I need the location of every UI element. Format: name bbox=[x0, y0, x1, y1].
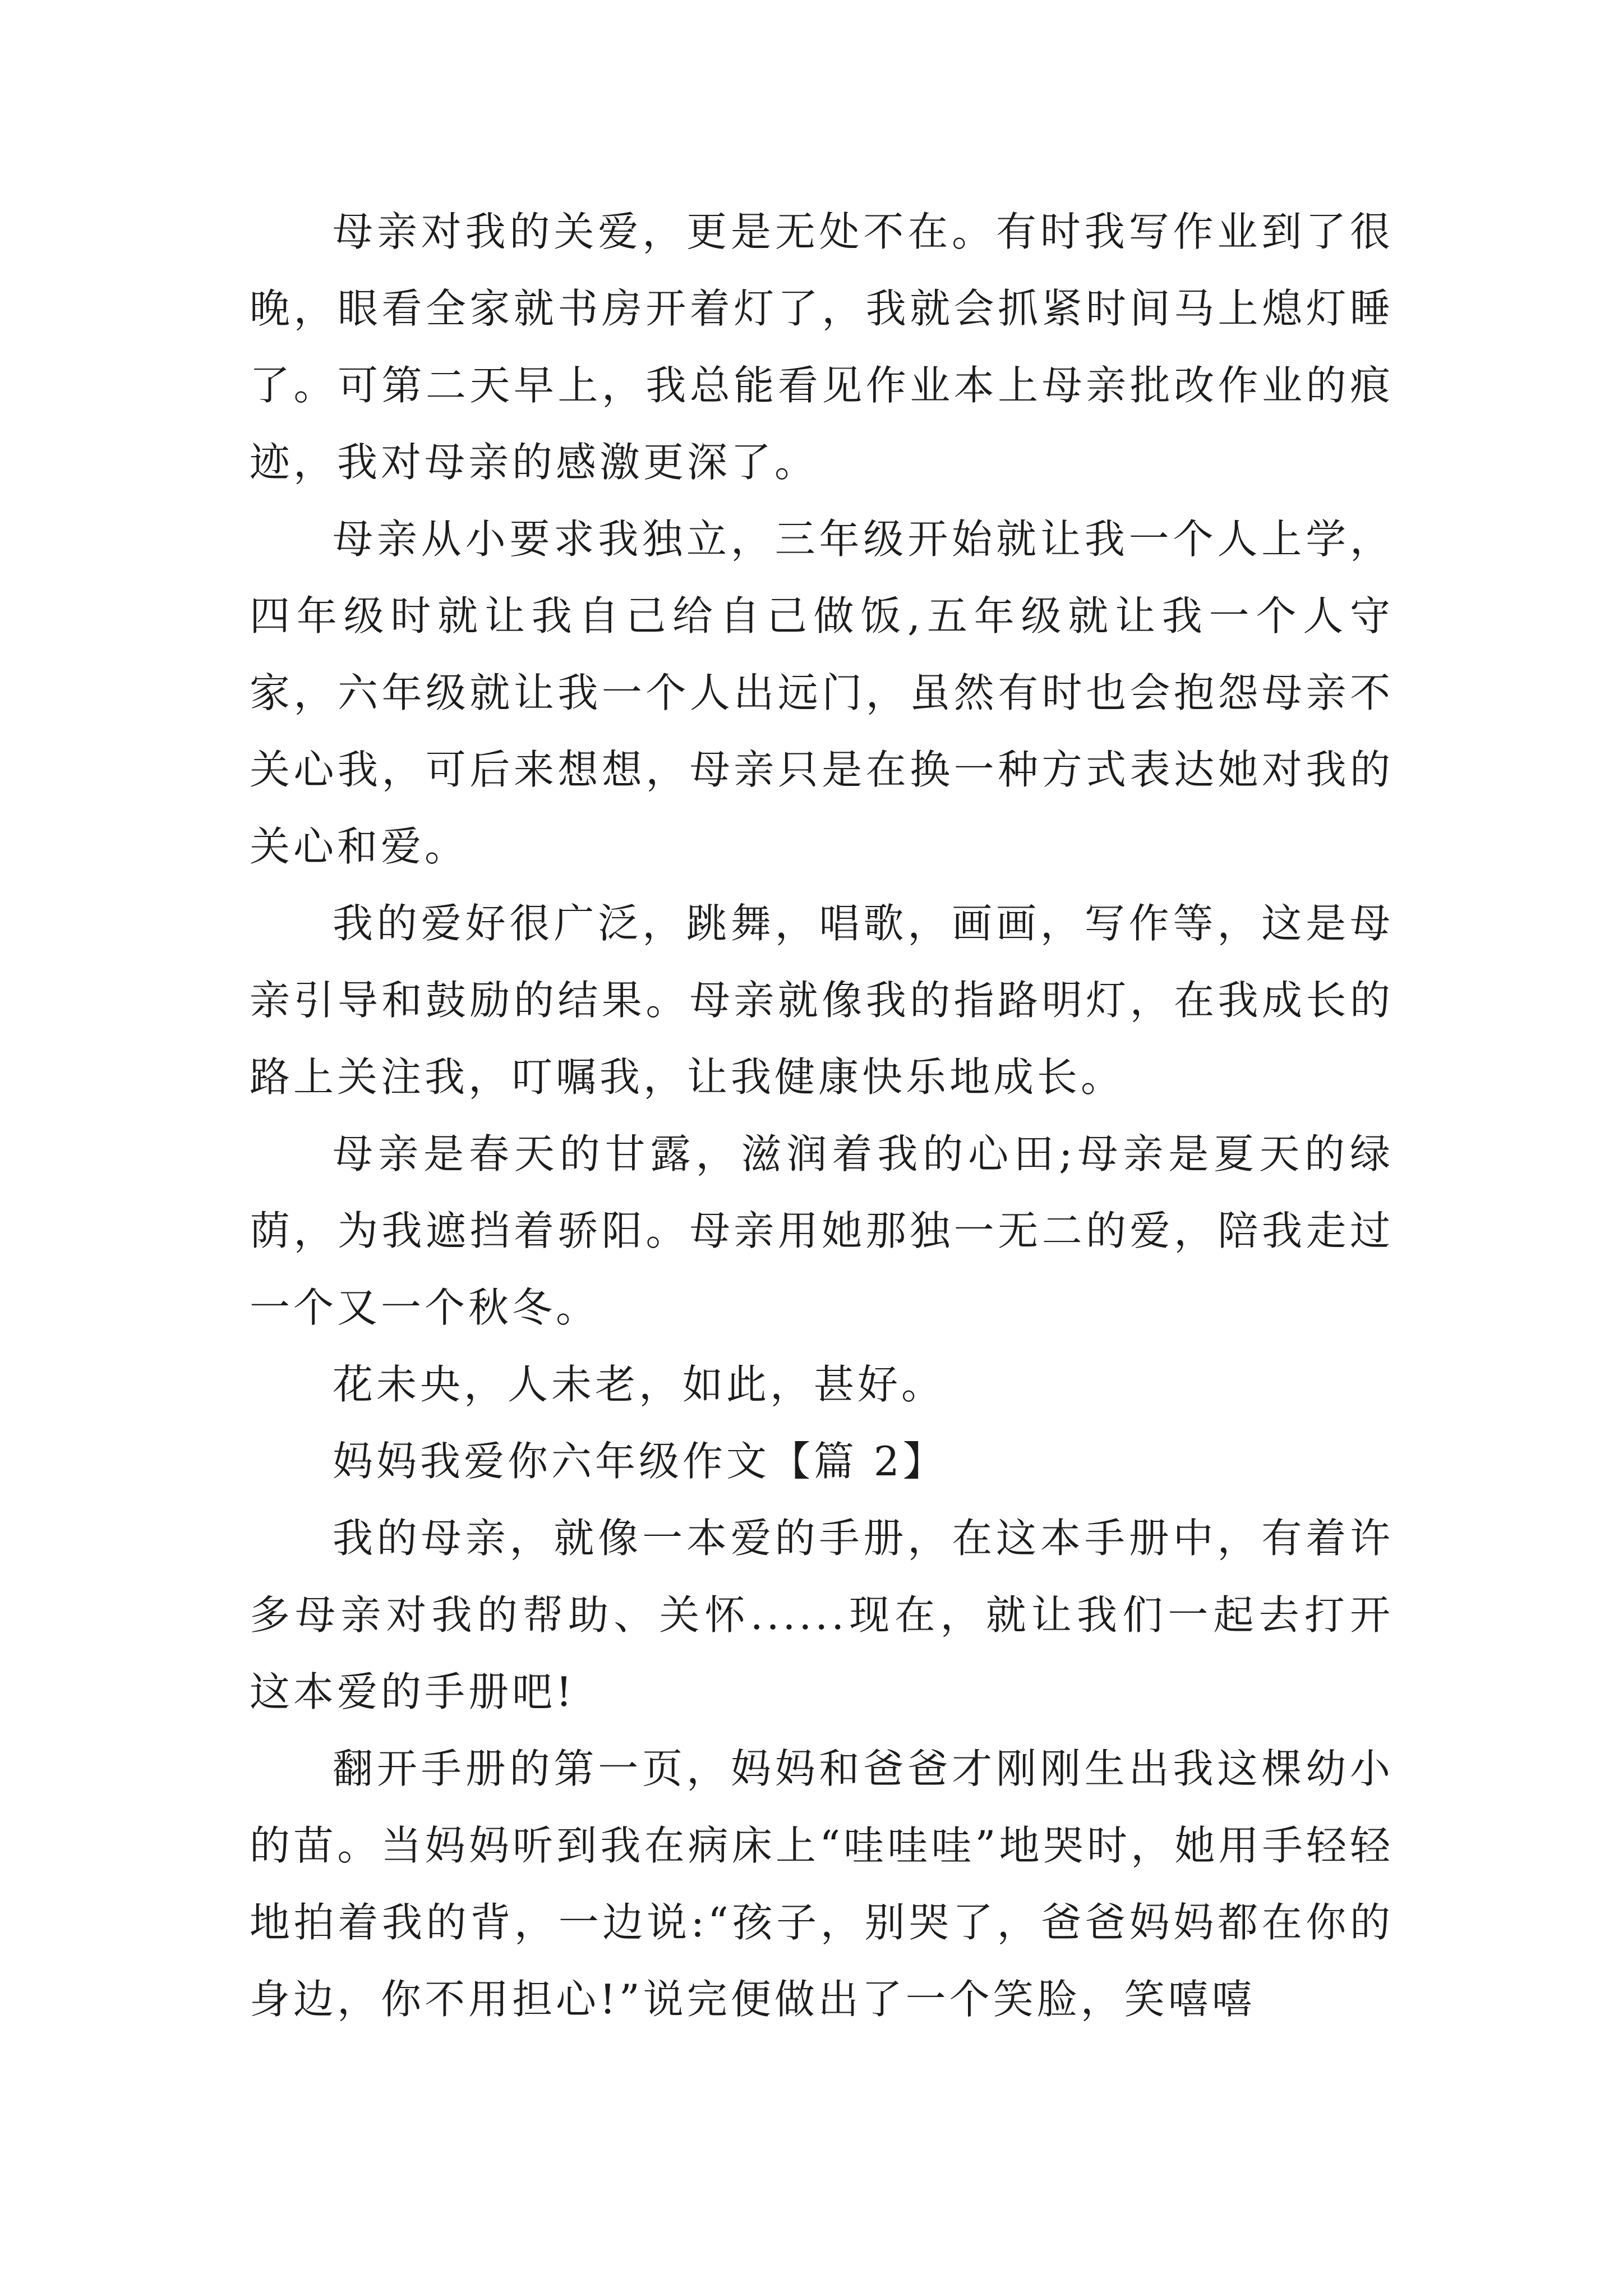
paragraph-closing: 花未央，人未老，如此，甚好。 bbox=[333, 1361, 946, 1408]
paragraph-mother-care: 母亲对我的关爱，更是无处不在。有时我写作业到了很晚，眼看全家就书房开着灯了，我就会抓紧时间马上熄灯睡了。可第二天早上，我总能看见作业本上母亲批改作业的痕迹，我对母亲的感激更深了。 bbox=[250, 208, 1394, 486]
paragraph-hobbies: 我的爱好很广泛，跳舞，唱歌，画画，写作等，这是母亲引导和鼓励的结果。母亲就像我的指路明灯，在我成长的路上关注我，叮嘱我，让我健康快乐地成长。 bbox=[250, 900, 1394, 1101]
section-title: 妈妈我爱你六年级作文【篇 2】 bbox=[333, 1438, 947, 1485]
document-body bbox=[250, 194, 1394, 2038]
paragraph-independence: 母亲从小要求我独立，三年级开始就让我一个人上学，四年级时就让我自己给自己做饭,五年级就让我一个人守家，六年级就让我一个人出远门，虽然有时也会抱怨母亲不关心我，可后来想想，母亲只是在换一种方式表达她对我的关心和爱。 bbox=[250, 516, 1394, 870]
paragraph-handbook-first-page: 翻开手册的第一页，妈妈和爸爸才刚刚生出我这棵幼小的苗。当妈妈听到我在病床上“哇哇哇”地哭时，她用手轻轻地拍着我的背，一边说:“孩子，别哭了，爸爸妈妈都在你的身边，你不用担心!”说完便做出了一个笑脸，笑嘻嘻 bbox=[250, 1745, 1394, 2023]
paragraph-handbook-intro: 我的母亲，就像一本爱的手册，在这本手册中，有着许多母亲对我的帮助、关怀......现在，就让我们一起去打开这本爱的手册吧! bbox=[250, 1515, 1394, 1715]
paragraph-seasons: 母亲是春天的甘露，滋润着我的心田;母亲是夏天的绿荫，为我遮挡着骄阳。母亲用她那独一无二的爱，陪我走过一个又一个秋冬。 bbox=[250, 1130, 1394, 1331]
